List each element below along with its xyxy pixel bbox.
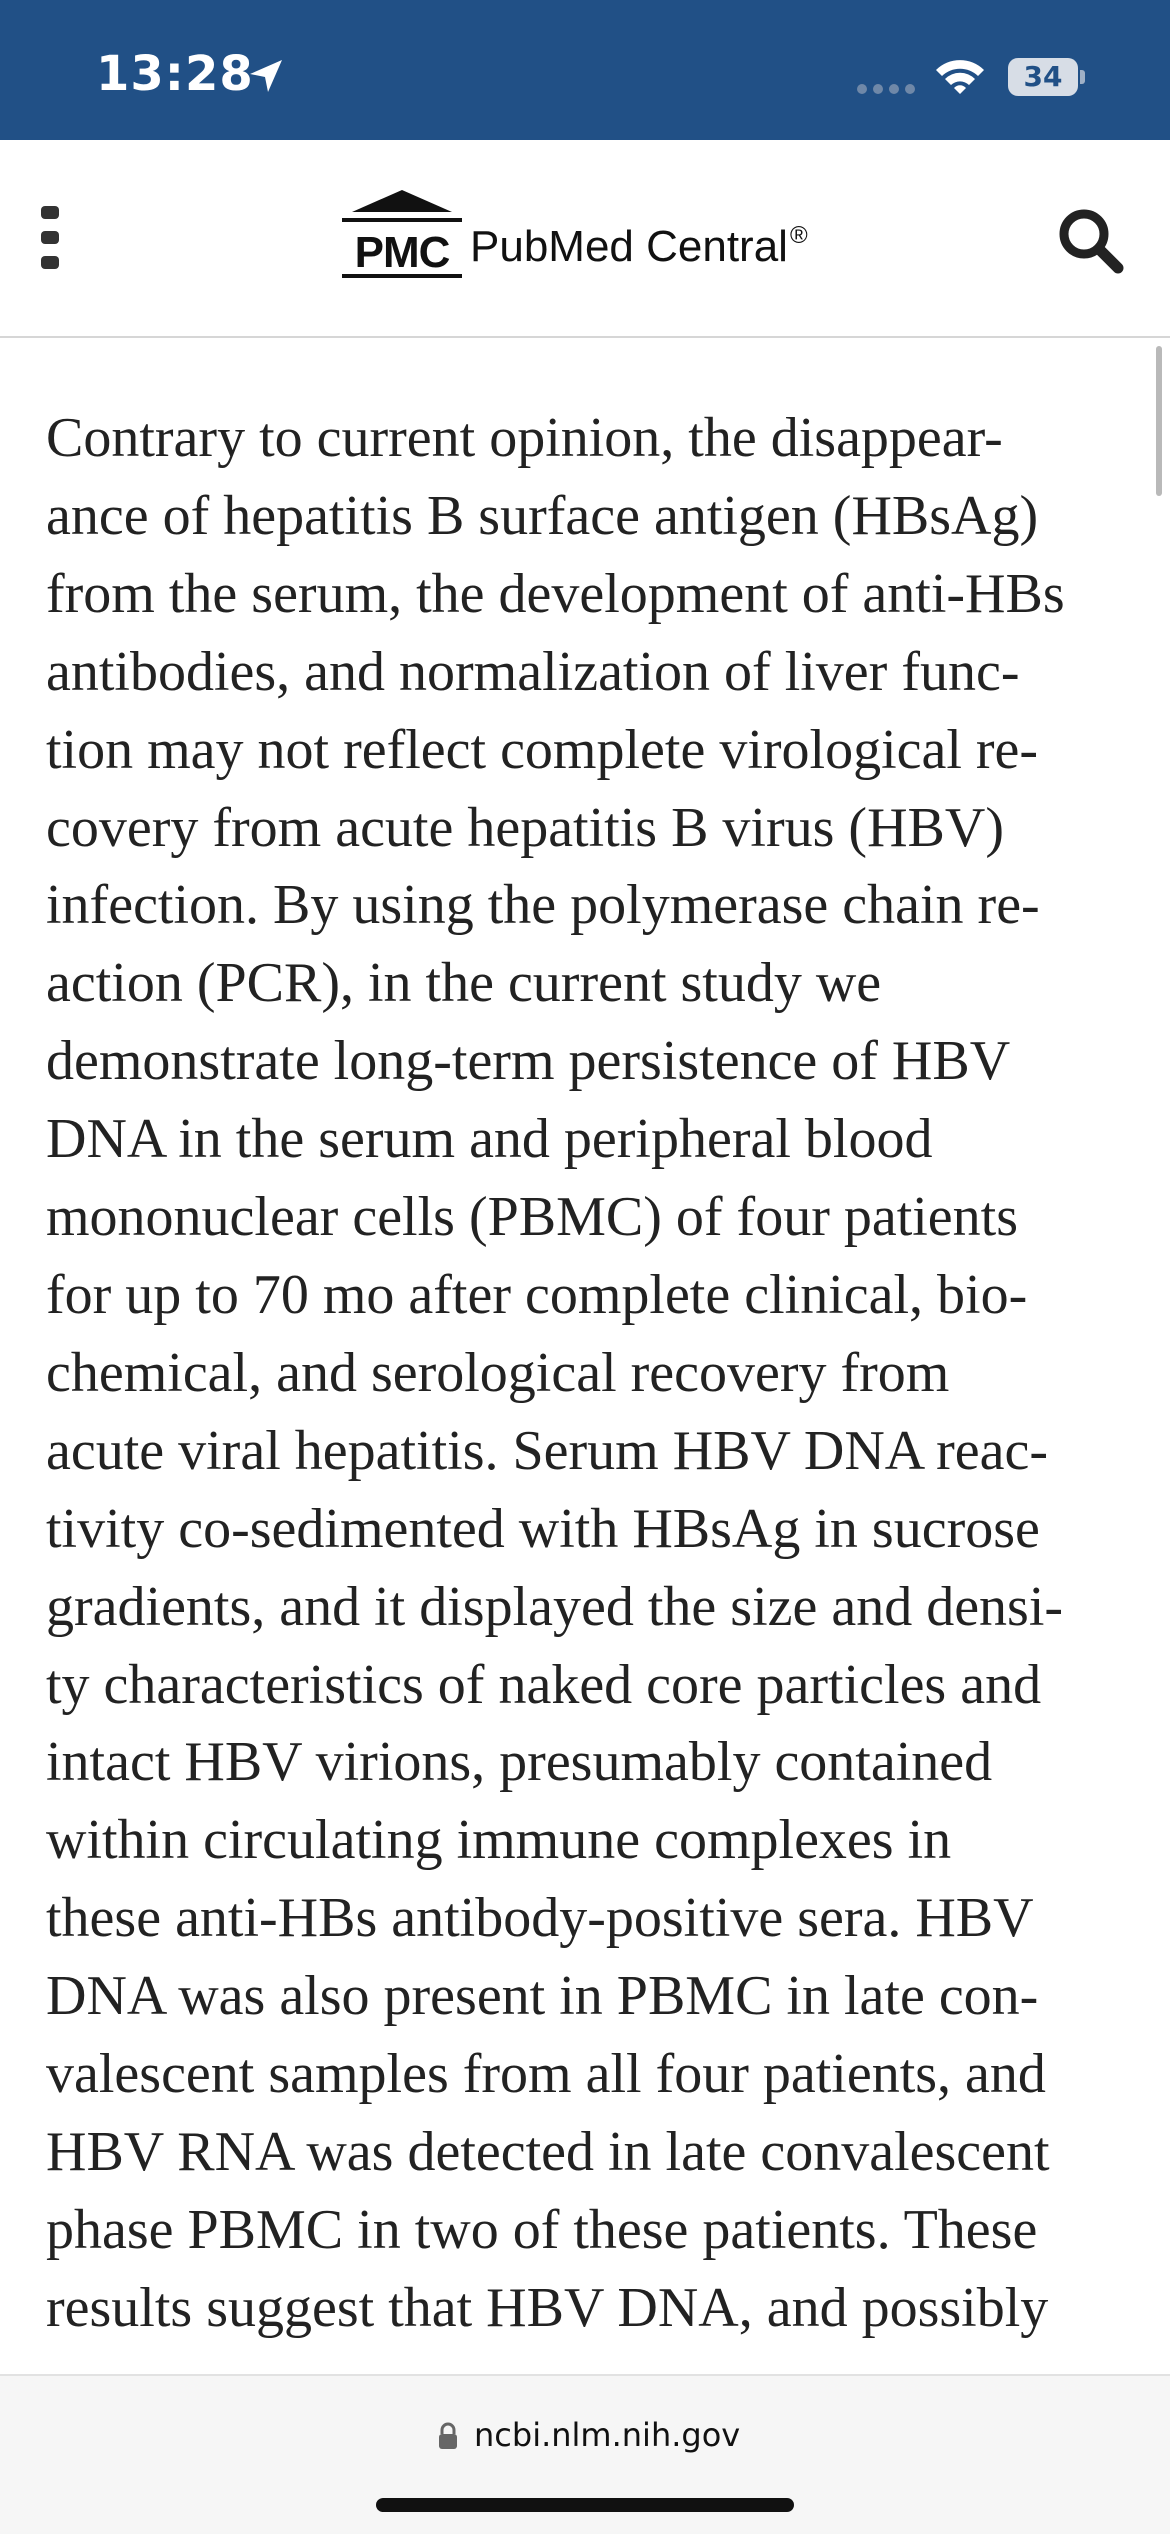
battery-tip [1080,70,1085,84]
browser-address-bar[interactable] [0,2374,1170,2534]
brand-name-text: PubMed Central [470,222,788,271]
abstract-line: action (PCR), in the current study we [46,952,882,1015]
abstract-line: ance of hepatitis B surface antigen (HBsAg) [46,484,1039,547]
status-time: 13:28 [96,46,254,102]
abstract-line: for up to 70 mo after complete clinical, bio- [46,1263,1028,1326]
abstract-line: antibodies, and normalization of liver func- [46,640,1020,703]
abstract-line: demonstrate long-term persistence of HBV [46,1030,1011,1093]
abstract-line: DNA was also present in PBMC in late con- [46,1965,1039,2028]
abstract-line: tivity co-sedimented with HBsAg in sucrose [46,1497,1040,1560]
abstract-line: covery from acute hepatitis B virus (HBV) [46,796,1004,859]
site-header [0,140,1170,338]
abstract-line: infection. By using the polymerase chain re- [46,874,1040,937]
abstract-line: DNA in the serum and peripheral blood [46,1108,933,1171]
article-content[interactable] [0,338,1170,2374]
brand-name[interactable] [470,222,808,272]
abstract-line: Contrary to current opinion, the disappear- [46,407,1003,469]
abstract-line: valescent samples from all four patients, and [46,2043,1046,2106]
battery-level: 34 [1008,58,1078,96]
abstract-line: gradients, and it displayed the size and densi- [46,1575,1064,1638]
wifi-icon [934,56,986,96]
abstract-line: phase PBMC in two of these patients. These [46,2198,1038,2261]
url-text[interactable]: ncbi.nlm.nih.gov [474,2416,741,2454]
location-arrow-icon [246,56,286,96]
home-indicator[interactable] [376,2498,794,2512]
menu-dots-icon[interactable] [34,200,72,276]
abstract-line: acute viral hepatitis. Serum HBV DNA reac- [46,1419,1049,1482]
battery-icon [1008,58,1084,96]
abstract-line: intact HBV virions, presumably contained [46,1731,993,1794]
registered-mark: ® [789,222,808,249]
scroll-indicator[interactable] [1156,346,1162,496]
abstract-line: from the serum, the development of anti-HBs [46,562,1065,625]
pmc-logo[interactable] [334,184,470,284]
abstract-line: results suggest that HBV DNA, and possibly [46,2276,1049,2339]
cellular-signal-icon [856,82,916,96]
abstract-line: chemical, and serological recovery from [46,1341,950,1404]
status-bar [0,0,1170,140]
abstract-line: tion may not reflect complete virological re- [46,718,1039,781]
abstract-paragraph [46,400,1124,2348]
abstract-line: ty characteristics of naked core particles and [46,1653,1042,1716]
abstract-line: within circulating immune complexes in [46,1809,952,1872]
lock-icon [438,2422,458,2450]
search-icon[interactable] [1054,204,1126,276]
abstract-line: HBV RNA was detected in late convalescent [46,2120,1050,2183]
pmc-logo-text: PMC [354,228,450,277]
abstract-line: mononuclear cells (PBMC) of four patients [46,1186,1019,1249]
abstract-line: these anti-HBs antibody-positive sera. HBV [46,1887,1034,1950]
